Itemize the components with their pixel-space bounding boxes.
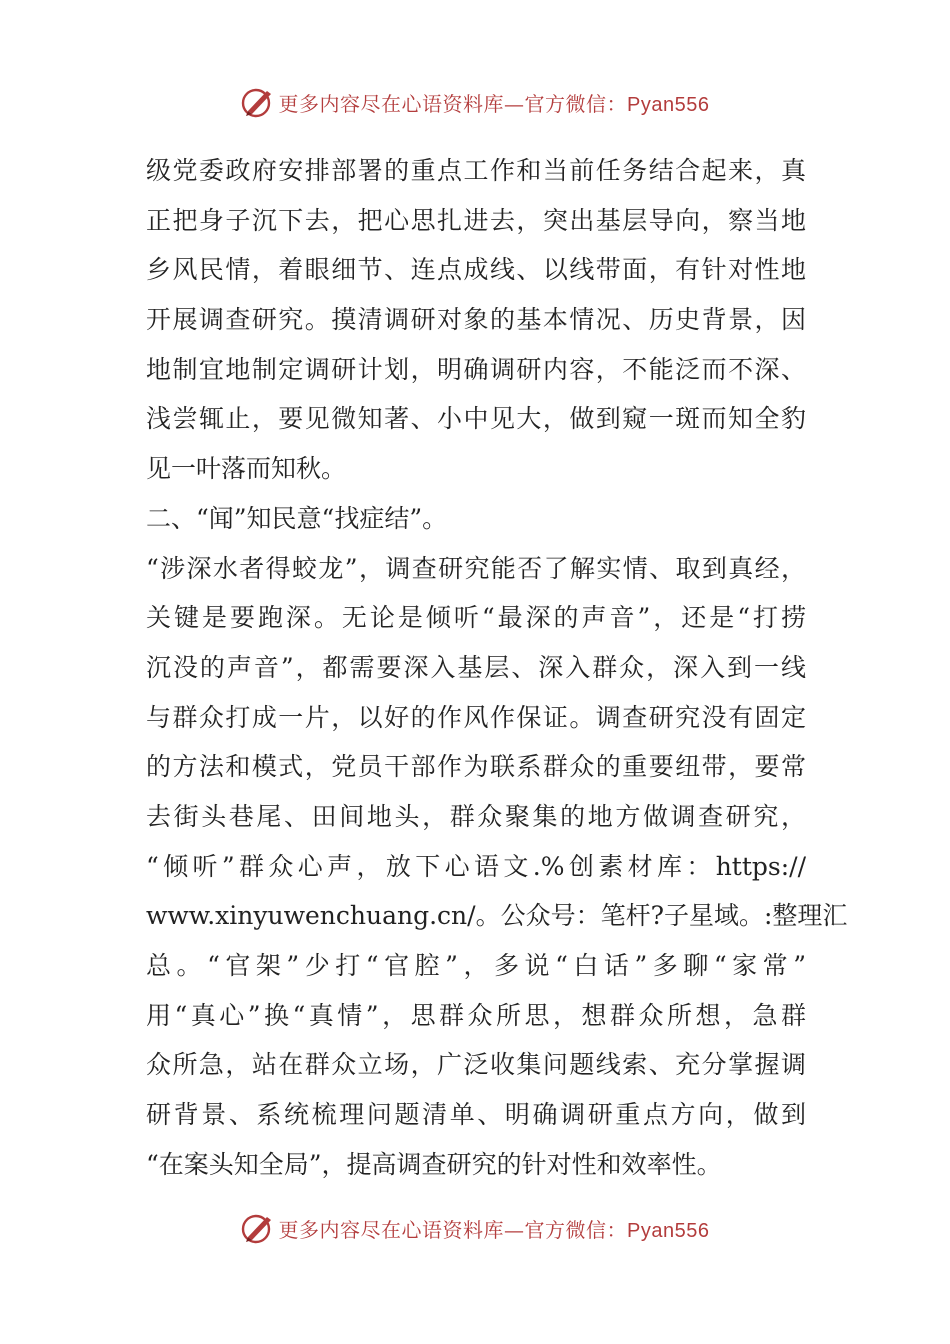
banner-text (279, 1214, 710, 1243)
text-line: 浅尝辄止，要见微知著、小中见大，做到窥一斑而知全豹 (146, 404, 806, 434)
banner-wechat-id: Pyan556 (627, 93, 710, 116)
text-line: 与群众打成一片，以好的作风作保证。调查研究没有固定 (146, 702, 806, 732)
text-line: 用“真心”换“真情”，思群众所思，想群众所想，急群 (146, 1000, 806, 1030)
pen-logo-icon (241, 1211, 275, 1245)
text-line: 开展调查研究。摸清调研对象的基本情况、历史背景，因 (146, 305, 806, 335)
text-line: 众所急，站在群众立场，广泛收集问题线索、充分掌握调 (146, 1050, 806, 1080)
text-line: 乡风民情，着眼细节、连点成线、以线带面，有针对性地 (146, 255, 806, 285)
footer-banner (0, 1208, 950, 1248)
text-line: “在案头知全局”，提高调查研究的针对性和效率性。 (146, 1149, 722, 1179)
section-heading: 二、“闻”知民意“找症结”。 (146, 503, 448, 533)
text-line: 去街头巷尾、田间地头，群众聚集的地方做调查研究， (146, 801, 806, 831)
header-banner (0, 82, 950, 122)
text-line: 正把身子沉下去，把心思扎进去，突出基层导向，察当地 (146, 205, 806, 235)
banner-text (279, 88, 710, 117)
text-line: 关键是要跑深。无论是倾听“最深的声音”，还是“打捞 (146, 603, 806, 633)
text-line: 级党委政府安排部署的重点工作和当前任务结合起来，真 (146, 156, 806, 185)
text-line: “涉深水者得蛟龙”，调查研究能否了解实情、取到真经， (146, 553, 806, 583)
banner-wechat-id: Pyan556 (627, 1219, 710, 1242)
pen-logo-icon (241, 85, 275, 119)
text-line: “倾听”群众心声，放下心语文.%创素材库：https:// (146, 851, 806, 881)
banner-text-cn: 更多内容尽在心语资料库—官方微信： (278, 1217, 628, 1242)
text-line: 地制宜地制定调研计划，明确调研内容，不能泛而不深、 (146, 354, 806, 384)
text-line: 总。“官架”少打“官腔”，多说“白话”多聊“家常” (146, 951, 806, 980)
text-line: 沉没的声音”，都需要深入基层、深入群众，深入到一线 (146, 652, 806, 682)
banner-text-cn: 更多内容尽在心语资料库—官方微信： (278, 91, 628, 116)
text-line: 研背景、系统梳理问题清单、明确调研重点方向，做到 (146, 1100, 806, 1130)
text-line: 的方法和模式，党员干部作为联系群众的重要纽带，要常 (146, 752, 806, 782)
text-line-url: www.xinyuwenchuang.cn/。公众号：笔杆?子星域。:整理汇 (146, 901, 848, 931)
document-body (146, 146, 848, 1189)
text-line: 见一叶落而知秋。 (146, 454, 347, 484)
